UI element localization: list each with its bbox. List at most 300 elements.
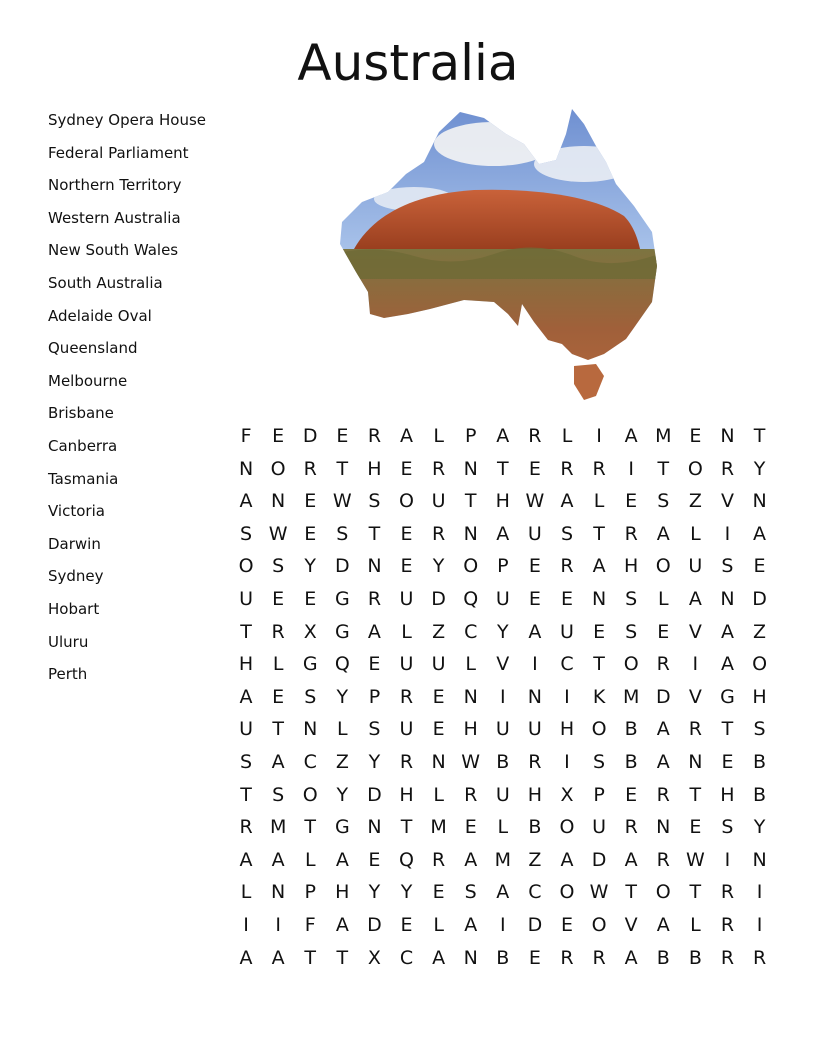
grid-letter[interactable]: U (431, 490, 446, 513)
grid-letter[interactable]: E (336, 425, 349, 447)
grid-letter[interactable]: A (560, 848, 574, 871)
grid-letter[interactable]: A (335, 913, 349, 936)
grid-letter[interactable]: E (304, 522, 317, 545)
grid-letter[interactable]: D (431, 587, 446, 610)
grid-letter[interactable]: N (431, 750, 446, 773)
grid-letter[interactable]: I (499, 685, 506, 708)
grid-letter[interactable]: O (623, 653, 639, 676)
grid-letter[interactable]: H (399, 783, 414, 806)
grid-letter[interactable]: R (752, 946, 767, 969)
grid-letter[interactable]: T (368, 522, 381, 545)
grid-letter[interactable]: R (367, 587, 382, 610)
uluru-landscape-illustration (334, 104, 664, 404)
grid-letter[interactable]: H (495, 490, 510, 513)
grid-letter[interactable]: A (720, 653, 734, 676)
grid-letter[interactable]: H (463, 718, 478, 741)
grid-letter[interactable]: T (272, 718, 284, 741)
grid-letter[interactable]: V (688, 620, 702, 643)
grid-letter[interactable]: E (689, 816, 702, 839)
grid-letter[interactable]: F (240, 425, 252, 447)
grid-letter[interactable]: O (752, 653, 768, 676)
grid-letter[interactable]: R (464, 783, 478, 806)
grid-letter[interactable]: O (463, 555, 479, 578)
grid-letter[interactable]: C (528, 881, 542, 904)
grid-letter[interactable]: D (752, 587, 767, 610)
grid-letter[interactable]: A (367, 620, 381, 643)
grid-letter[interactable]: U (688, 555, 703, 578)
grid-letter[interactable]: R (592, 946, 606, 969)
grid-letter[interactable]: B (624, 750, 638, 773)
grid-letter[interactable]: T (657, 457, 670, 480)
grid-letter[interactable]: R (303, 457, 317, 480)
grid-letter[interactable]: L (433, 425, 444, 447)
word-list-item: Perth (48, 665, 88, 684)
grid-letter[interactable]: D (367, 783, 382, 806)
grid-letter[interactable]: U (495, 718, 510, 741)
grid-letter[interactable]: E (400, 555, 413, 578)
grid-letter[interactable]: U (431, 653, 446, 676)
grid-letter[interactable]: G (334, 816, 350, 839)
grid-letter[interactable]: L (433, 913, 444, 936)
grid-letter[interactable]: S (304, 685, 317, 708)
grid-letter[interactable]: U (399, 718, 414, 741)
grid-letter[interactable]: A (560, 490, 574, 513)
grid-letter[interactable]: E (657, 620, 670, 643)
grid-letter[interactable]: U (239, 587, 253, 610)
grid-letter[interactable]: N (463, 522, 478, 545)
grid-letter[interactable]: U (495, 587, 510, 610)
grid-letter[interactable]: Y (496, 620, 509, 643)
grid-letter[interactable]: I (756, 913, 763, 936)
grid-letter[interactable]: D (655, 685, 671, 708)
grid-letter[interactable]: I (564, 750, 570, 773)
grid-letter[interactable]: A (496, 425, 510, 447)
grid-letter[interactable]: G (334, 620, 350, 643)
grid-letter[interactable]: A (720, 620, 734, 643)
grid-letter[interactable]: Z (528, 848, 542, 871)
grid-letter[interactable]: S (368, 718, 381, 741)
grid-letter[interactable]: A (624, 946, 638, 969)
grid-letter[interactable]: A (624, 425, 638, 447)
grid-letter[interactable]: Y (400, 881, 413, 904)
grid-letter[interactable]: A (753, 522, 767, 545)
grid-letter[interactable]: E (464, 816, 477, 839)
grid-letter[interactable]: I (243, 913, 249, 936)
grid-letter[interactable]: Z (432, 620, 446, 643)
grid-letter[interactable]: B (688, 946, 702, 969)
grid-letter[interactable]: I (532, 653, 538, 676)
grid-letter[interactable]: V (496, 653, 510, 676)
grid-letter[interactable]: R (367, 425, 382, 447)
grid-letter[interactable]: A (400, 425, 414, 447)
grid-letter[interactable]: E (625, 490, 638, 513)
grid-letter[interactable]: U (560, 620, 574, 643)
grid-letter[interactable]: R (560, 457, 574, 480)
grid-letter[interactable]: Z (753, 620, 767, 643)
grid-letter[interactable]: O (238, 555, 254, 578)
grid-letter[interactable]: A (688, 587, 702, 610)
grid-letter[interactable]: H (527, 783, 543, 806)
grid-letter[interactable]: T (336, 946, 349, 969)
grid-letter[interactable]: V (688, 685, 702, 708)
grid-letter[interactable]: S (560, 522, 574, 545)
word-list-item: Queensland (48, 339, 138, 358)
grid-letter[interactable]: A (656, 718, 670, 741)
grid-letter[interactable]: L (657, 587, 669, 610)
grid-letter[interactable]: S (657, 490, 670, 513)
grid-letter[interactable]: R (656, 848, 670, 871)
grid-letter[interactable]: O (591, 913, 607, 936)
grid-letter[interactable]: T (464, 490, 477, 513)
grid-letter[interactable]: E (721, 750, 734, 773)
grid-letter[interactable]: E (560, 587, 573, 610)
grid-letter[interactable]: R (399, 750, 414, 773)
grid-letter[interactable]: O (399, 490, 414, 513)
grid-letter[interactable]: B (656, 946, 670, 969)
grid-letter[interactable]: Y (753, 457, 766, 480)
grid-letter[interactable]: L (433, 783, 444, 806)
grid-letter[interactable]: A (239, 946, 253, 969)
grid-letter[interactable]: O (687, 457, 703, 480)
grid-letter[interactable]: B (528, 816, 542, 839)
grid-letter[interactable]: B (624, 718, 638, 741)
grid-letter[interactable]: H (559, 718, 575, 741)
grid-letter[interactable]: L (401, 620, 412, 643)
grid-letter[interactable]: S (240, 522, 253, 545)
grid-letter[interactable]: A (656, 522, 670, 545)
grid-letter[interactable]: S (336, 522, 349, 545)
grid-letter[interactable]: I (275, 913, 281, 936)
grid-letter[interactable]: A (656, 750, 670, 773)
grid-letter[interactable]: E (528, 555, 541, 578)
grid-letter[interactable]: L (690, 522, 701, 545)
grid-letter[interactable]: N (303, 718, 318, 741)
grid-letter[interactable]: R (720, 457, 735, 480)
grid-letter[interactable]: R (656, 783, 670, 806)
grid-letter[interactable]: Z (335, 750, 349, 773)
grid-letter[interactable]: N (752, 490, 767, 513)
grid-letter[interactable]: E (753, 555, 766, 578)
grid-letter[interactable]: S (721, 816, 734, 839)
grid-letter[interactable]: E (304, 587, 317, 610)
grid-letter[interactable]: S (593, 750, 606, 773)
word-list-item: Northern Territory (48, 176, 182, 195)
grid-letter[interactable]: H (720, 783, 735, 806)
grid-row (230, 779, 776, 812)
grid-letter[interactable]: B (753, 783, 767, 806)
grid-letter[interactable]: N (591, 587, 607, 610)
grid-letter[interactable]: G (302, 653, 318, 676)
grid-letter[interactable]: E (593, 620, 606, 643)
grid-letter[interactable]: W (685, 848, 705, 871)
grid-letter[interactable]: A (464, 848, 478, 871)
grid-letter[interactable]: O (591, 718, 607, 741)
grid-letter[interactable]: N (720, 425, 735, 447)
grid-letter[interactable]: R (432, 522, 446, 545)
grid-letter[interactable]: T (721, 718, 734, 741)
grid-letter[interactable]: S (753, 718, 766, 741)
grid-letter[interactable]: H (752, 685, 767, 708)
grid-letter[interactable]: U (239, 718, 253, 741)
grid-letter[interactable]: A (496, 522, 510, 545)
grid-letter[interactable]: E (432, 881, 445, 904)
grid-letter[interactable]: E (304, 490, 317, 513)
grid-letter[interactable]: T (593, 522, 605, 545)
grid-letter[interactable]: O (655, 881, 671, 904)
grid-letter[interactable]: W (525, 490, 545, 513)
grid-letter[interactable]: A (239, 848, 253, 871)
grid-letter[interactable]: S (625, 587, 638, 610)
grid-letter[interactable]: G (334, 587, 350, 610)
grid-letter[interactable]: N (688, 750, 703, 773)
grid-letter[interactable]: E (528, 587, 541, 610)
grid-letter[interactable]: T (304, 816, 317, 839)
grid-letter[interactable]: A (271, 750, 285, 773)
grid-letter[interactable]: E (272, 587, 285, 610)
grid-letter[interactable]: E (368, 653, 381, 676)
grid-letter[interactable]: W (589, 881, 609, 904)
grid-letter[interactable]: C (464, 620, 478, 643)
grid-letter[interactable]: R (720, 881, 735, 904)
grid-letter[interactable]: L (240, 881, 252, 904)
grid-letter[interactable]: N (463, 946, 478, 969)
grid-letter[interactable]: R (399, 685, 414, 708)
grid-letter[interactable]: R (688, 718, 702, 741)
grid-letter[interactable]: R (528, 750, 542, 773)
grid-letter[interactable]: H (238, 653, 254, 676)
grid-letter[interactable]: R (432, 457, 446, 480)
grid-letter[interactable]: P (497, 555, 509, 578)
grid-letter[interactable]: R (560, 555, 574, 578)
grid-letter[interactable]: R (720, 913, 735, 936)
grid-letter[interactable]: A (271, 946, 285, 969)
grid-letter[interactable]: B (753, 750, 767, 773)
grid-letter[interactable]: M (622, 685, 640, 708)
grid-letter[interactable]: Y (336, 783, 349, 806)
grid-letter[interactable]: D (302, 425, 318, 447)
grid-letter[interactable]: T (240, 783, 252, 806)
grid-letter[interactable]: O (559, 816, 575, 839)
grid-letter[interactable]: Y (432, 555, 445, 578)
grid-letter[interactable]: L (465, 653, 476, 676)
grid-letter[interactable]: M (494, 848, 511, 871)
grid-row (230, 942, 776, 975)
grid-letter[interactable]: E (689, 425, 702, 447)
grid-letter[interactable]: E (432, 718, 445, 741)
grid-letter[interactable]: D (591, 848, 607, 871)
grid-letter[interactable]: L (272, 653, 284, 676)
grid-letter[interactable]: L (561, 425, 573, 447)
grid-letter[interactable]: A (464, 913, 478, 936)
grid-letter[interactable]: N (367, 816, 382, 839)
word-list-item: Western Australia (48, 208, 181, 227)
grid-letter[interactable]: D (527, 913, 543, 936)
grid-letter[interactable]: P (304, 881, 316, 904)
grid-letter[interactable]: P (368, 685, 381, 708)
grid-letter[interactable]: T (336, 457, 349, 480)
grid-letter[interactable]: B (496, 750, 510, 773)
grid-letter[interactable]: E (625, 783, 638, 806)
grid-letter[interactable]: M (430, 816, 447, 839)
grid-letter[interactable]: R (592, 457, 606, 480)
grid-letter[interactable]: W (268, 522, 288, 545)
grid-letter[interactable]: E (272, 685, 285, 708)
grid-letter[interactable]: X (303, 620, 317, 643)
grid-letter[interactable]: T (753, 425, 766, 447)
grid-letter[interactable]: N (238, 457, 254, 480)
grid-letter[interactable]: S (240, 750, 253, 773)
grid-letter[interactable]: A (624, 848, 638, 871)
grid-letter[interactable]: S (272, 783, 285, 806)
grid-letter[interactable]: R (528, 425, 542, 447)
grid-letter[interactable]: D (367, 913, 382, 936)
grid-letter[interactable]: N (271, 881, 286, 904)
grid-letter[interactable]: T (304, 946, 317, 969)
grid-letter[interactable]: A (528, 620, 542, 643)
grid-letter[interactable]: L (690, 913, 701, 936)
word-list-item: New South Wales (48, 241, 179, 260)
grid-letter[interactable]: N (527, 685, 542, 708)
grid-letter[interactable]: E (272, 425, 285, 447)
grid-letter[interactable]: O (559, 881, 575, 904)
grid-letter[interactable]: Y (753, 816, 766, 839)
grid-letter[interactable]: T (625, 881, 637, 904)
grid-letter[interactable]: T (400, 816, 413, 839)
grid-letter[interactable]: M (655, 425, 672, 447)
grid-letter[interactable]: E (400, 522, 413, 545)
grid-letter[interactable]: R (624, 816, 638, 839)
grid-letter[interactable]: C (399, 946, 414, 969)
word-list-item: Adelaide Oval (48, 306, 152, 325)
grid-letter[interactable]: E (528, 457, 541, 480)
grid-letter[interactable]: W (332, 490, 352, 513)
grid-letter[interactable]: L (304, 848, 316, 871)
grid-letter[interactable]: O (302, 783, 318, 806)
grid-letter[interactable]: A (335, 848, 349, 871)
grid-letter[interactable]: E (400, 457, 413, 480)
grid-letter[interactable]: H (335, 881, 350, 904)
grid-letter[interactable]: R (560, 946, 574, 969)
grid-letter[interactable]: D (335, 555, 350, 578)
grid-letter[interactable]: T (240, 620, 252, 643)
grid-letter[interactable]: S (625, 620, 638, 643)
grid-letter[interactable]: B (496, 946, 510, 969)
grid-letter[interactable]: V (624, 913, 638, 936)
grid-letter[interactable]: E (560, 913, 573, 936)
grid-letter[interactable]: N (752, 848, 767, 871)
grid-letter[interactable]: U (527, 522, 542, 545)
grid-letter[interactable]: T (689, 881, 702, 904)
grid-letter[interactable]: T (689, 783, 702, 806)
grid-letter[interactable]: S (272, 555, 285, 578)
grid-letter[interactable]: U (592, 816, 607, 839)
grid-letter[interactable]: Y (368, 881, 381, 904)
grid-letter[interactable]: O (655, 555, 671, 578)
grid-letter[interactable]: I (692, 653, 699, 676)
grid-letter[interactable]: T (593, 653, 605, 676)
grid-letter[interactable]: W (461, 750, 481, 773)
grid-letter[interactable]: V (720, 490, 734, 513)
grid-letter[interactable]: H (624, 555, 639, 578)
grid-letter[interactable]: S (368, 490, 381, 513)
grid-letter[interactable]: L (497, 816, 509, 839)
grid-letter[interactable]: Y (336, 685, 349, 708)
grid-letter[interactable]: E (528, 946, 541, 969)
grid-letter[interactable]: Z (688, 490, 702, 513)
grid-letter[interactable]: L (337, 718, 348, 741)
grid-letter[interactable]: I (596, 425, 602, 447)
grid-letter[interactable]: U (399, 587, 414, 610)
grid-letter[interactable]: C (303, 750, 317, 773)
grid-letter[interactable]: M (269, 816, 287, 839)
grid-letter[interactable]: T (496, 457, 509, 480)
grid-letter[interactable]: R (239, 816, 253, 839)
grid-letter[interactable]: I (564, 685, 570, 708)
grid-letter[interactable]: E (368, 848, 381, 871)
grid-letter[interactable]: I (756, 881, 763, 904)
grid-letter[interactable]: A (239, 490, 253, 513)
grid-letter[interactable]: N (463, 685, 478, 708)
grid-letter[interactable]: A (496, 881, 510, 904)
grid-letter[interactable]: A (239, 685, 253, 708)
grid-letter[interactable]: N (367, 555, 382, 578)
grid-letter[interactable]: A (271, 848, 285, 871)
grid-letter[interactable]: S (464, 881, 477, 904)
grid-letter[interactable]: N (463, 457, 478, 480)
grid-letter[interactable]: K (592, 685, 606, 708)
grid-letter[interactable]: E (400, 913, 413, 936)
grid-letter[interactable]: S (721, 555, 734, 578)
grid-letter[interactable]: F (304, 913, 316, 936)
grid-letter[interactable]: Q (399, 848, 414, 871)
grid-letter[interactable]: I (724, 848, 731, 871)
grid-letter[interactable]: L (593, 490, 605, 513)
grid-letter[interactable]: A (656, 913, 670, 936)
grid-letter[interactable]: H (367, 457, 382, 480)
grid-letter[interactable]: R (656, 653, 670, 676)
grid-letter[interactable]: U (399, 653, 414, 676)
grid-letter[interactable]: U (495, 783, 510, 806)
grid-letter[interactable]: X (367, 946, 381, 969)
grid-letter[interactable]: G (720, 685, 735, 708)
grid-letter[interactable]: U (527, 718, 542, 741)
word-list-item: Sydney Opera House (48, 111, 206, 129)
grid-letter[interactable]: P (464, 425, 477, 447)
grid-letter[interactable]: R (624, 522, 638, 545)
grid-letter[interactable]: P (593, 783, 605, 806)
grid-letter[interactable]: O (270, 457, 286, 480)
grid-letter[interactable]: I (724, 522, 731, 545)
grid-letter[interactable]: A (592, 555, 606, 578)
grid-letter[interactable]: E (432, 685, 445, 708)
grid-letter[interactable]: Y (368, 750, 381, 773)
grid-letter[interactable]: N (271, 490, 286, 513)
grid-letter[interactable]: C (560, 653, 574, 676)
grid-letter[interactable]: R (720, 946, 735, 969)
grid-letter[interactable]: X (560, 783, 574, 806)
grid-letter[interactable]: I (628, 457, 634, 480)
grid-letter[interactable]: R (432, 848, 446, 871)
grid-letter[interactable]: Y (304, 555, 317, 578)
grid-letter[interactable]: R (271, 620, 285, 643)
grid-letter[interactable]: I (499, 913, 506, 936)
grid-letter[interactable]: A (432, 946, 446, 969)
grid-letter[interactable]: Q (463, 587, 479, 610)
grid-letter[interactable]: N (720, 587, 735, 610)
grid-letter[interactable]: Q (334, 653, 350, 676)
grid-row (230, 550, 776, 583)
grid-letter[interactable]: N (656, 816, 671, 839)
